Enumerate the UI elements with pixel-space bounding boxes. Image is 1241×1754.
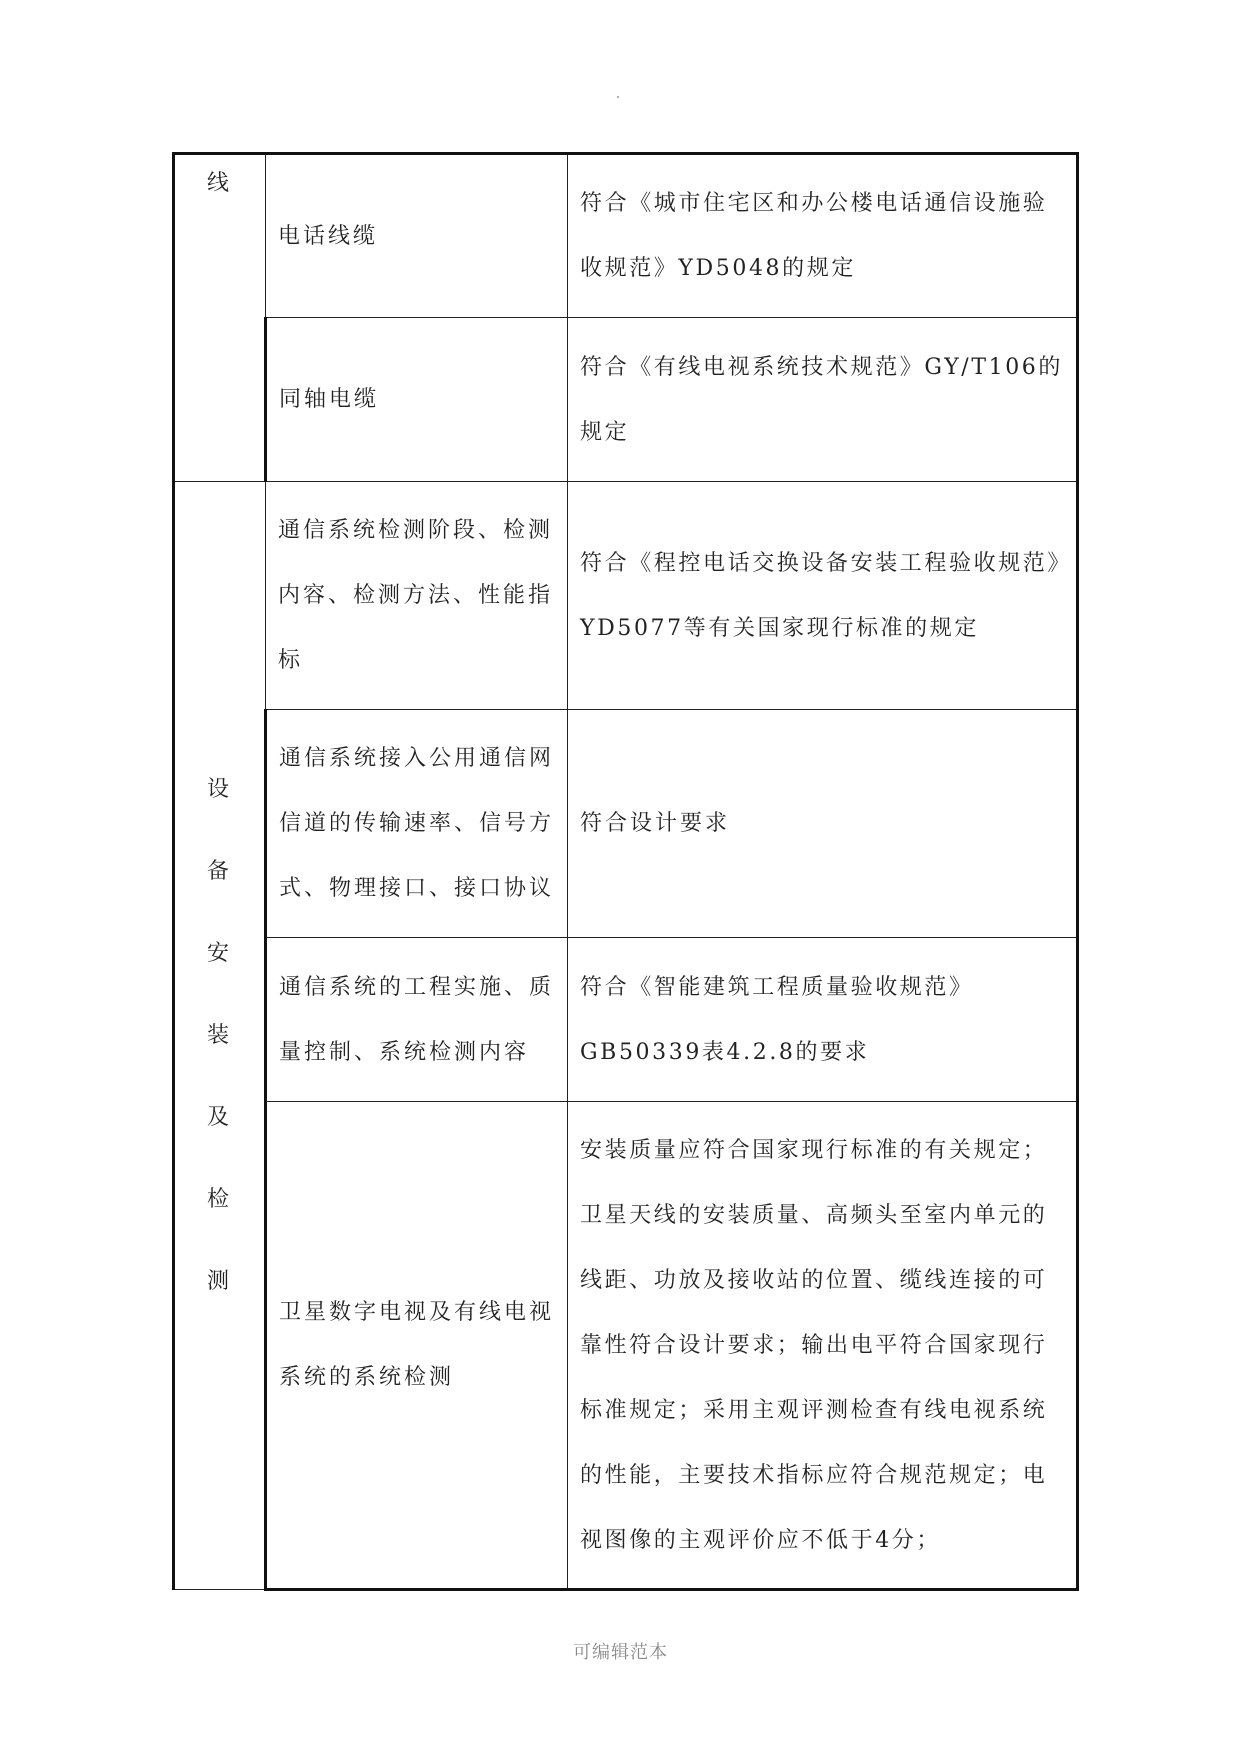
- requirement-text: 符合《智能建筑工程质量验收规范》GB50339表4.2.8的要求: [580, 974, 974, 1065]
- requirement-text: 符合《城市住宅区和办公楼电话通信设施验收规范》YD5048的规定: [580, 191, 1048, 281]
- item-cell: [266, 482, 568, 710]
- category-label: 线: [206, 171, 232, 196]
- item-text: 卫星数字电视及有线电视系统的系统检测: [279, 1300, 555, 1390]
- requirement-cell: [568, 938, 1078, 1102]
- item-text: 通信系统的工程实施、质量控制、系统检测内容: [279, 974, 555, 1065]
- category-char: 及: [206, 1104, 232, 1130]
- item-text: 通信系统检测阶段、检测内容、检测方法、性能指标: [278, 518, 554, 673]
- footer-watermark-text: 可编辑范本: [573, 1642, 668, 1663]
- page-marker-dot: [617, 96, 619, 98]
- item-cell: [266, 318, 568, 482]
- requirement-cell: [568, 1102, 1078, 1590]
- requirement-cell: [568, 318, 1078, 482]
- table-row: [174, 154, 1078, 318]
- item-cell: [266, 710, 568, 938]
- requirement-cell: [568, 710, 1078, 938]
- category-cell-cable: [174, 154, 266, 482]
- table-row: [174, 318, 1078, 482]
- category-char: 安: [206, 940, 232, 966]
- category-char: 测: [206, 1268, 232, 1294]
- requirement-text: 符合《有线电视系统技术规范》GY/T106的规定: [580, 354, 1063, 445]
- table-row: [174, 482, 1078, 710]
- requirement-cell: [568, 482, 1078, 710]
- requirement-cell: [568, 154, 1078, 318]
- category-label: [187, 749, 252, 1323]
- table-row: [174, 1102, 1078, 1590]
- category-char: 备: [206, 858, 232, 884]
- table-row: [174, 710, 1078, 938]
- item-cell: [266, 938, 568, 1102]
- item-cell: [266, 154, 568, 318]
- requirement-text: 符合《程控电话交换设备安装工程验收规范》YD5077等有关国家现行标准的规定: [580, 550, 1062, 641]
- item-cell: [266, 1102, 568, 1590]
- category-char: 检: [206, 1186, 232, 1212]
- item-text: 电话线缆: [278, 223, 379, 249]
- category-cell-equipment: [174, 482, 266, 1590]
- requirement-text: 符合设计要求: [580, 811, 731, 836]
- category-char: 装: [206, 1022, 232, 1048]
- table-row: [174, 938, 1078, 1102]
- category-char: 设: [206, 776, 232, 802]
- item-text: 通信系统接入公用通信网信道的传输速率、信号方式、物理接口、接口协议: [279, 746, 555, 901]
- requirement-text: 安装质量应符合国家现行标准的有关规定；卫星天线的安装质量、高频头至室内单元的线距、功放及接收站的位置、缆线连接的可靠性符合设计要求；输出电平符合国家现行标准规定；采用主观评测检查有线电视系统的性能，主要技术指标应符合规范规定；电视图像的主观评价应不低于4分；: [580, 1137, 1048, 1553]
- inspection-standards-table: [172, 152, 1079, 1591]
- item-text: 同轴电缆: [279, 387, 380, 412]
